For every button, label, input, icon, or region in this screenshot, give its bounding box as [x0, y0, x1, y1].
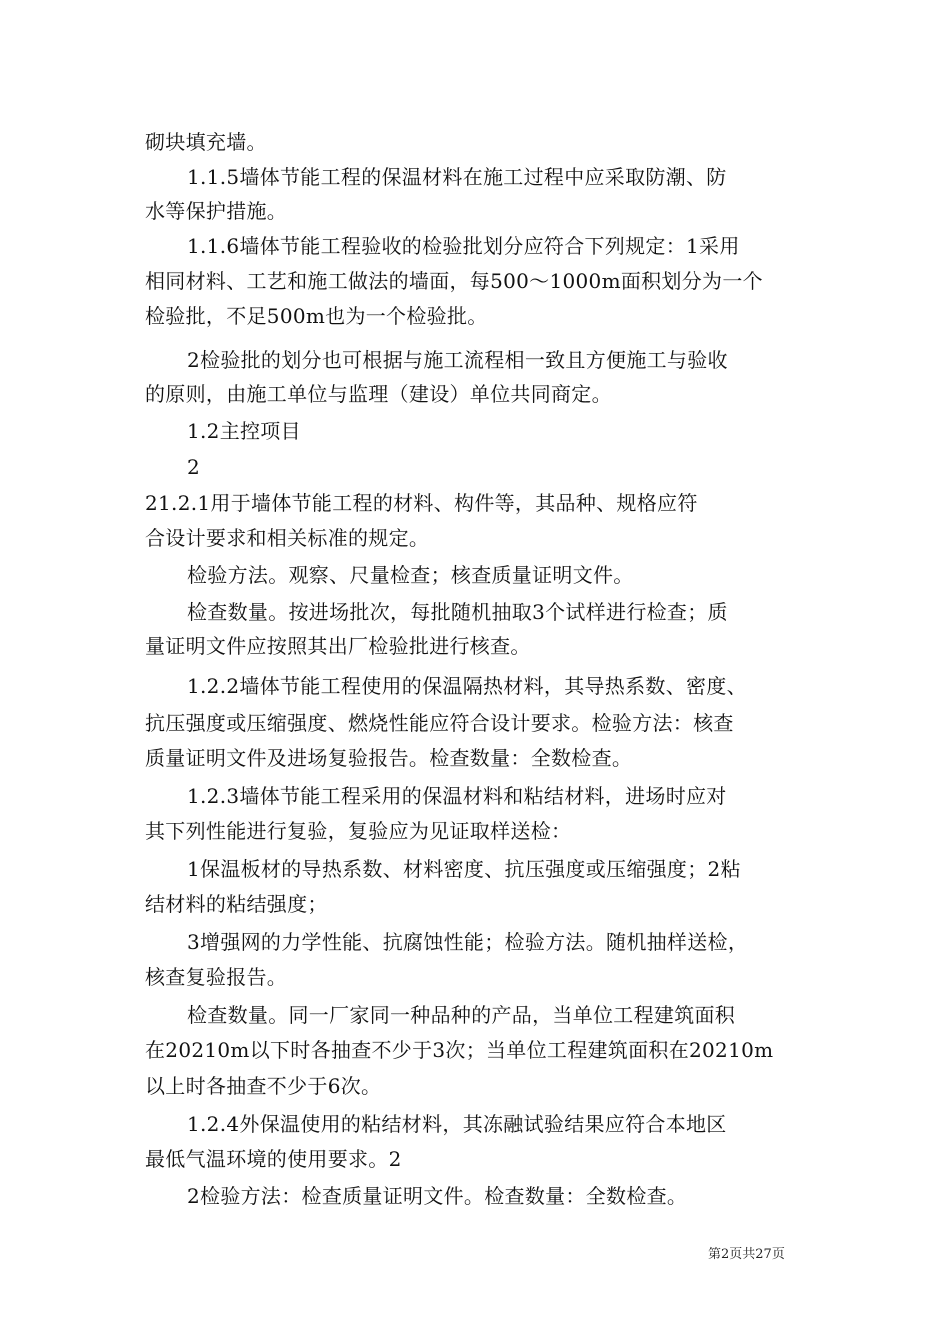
text-line: 合设计要求和相关标准的规定。: [145, 526, 430, 550]
text-line: 检验方法。观察、尺量检查；核查质量证明文件。: [187, 563, 634, 587]
text-line: 2检验方法：检查质量证明文件。检查数量：全数检查。: [187, 1184, 688, 1208]
text-line: 以上时各抽查不少于6次。: [145, 1074, 382, 1098]
text-line: 2检验批的划分也可根据与施工流程相一致且方便施工与验收: [187, 348, 728, 372]
text-line: 水等保护措施。: [145, 199, 288, 223]
text-line: 砌块填充墙。: [145, 130, 267, 154]
text-line: 结材料的粘结强度；: [145, 892, 328, 916]
text-line: 21.2.1用于墙体节能工程的材料、构件等，其品种、规格应符: [145, 491, 698, 515]
text-line: 1.2.2墙体节能工程使用的保温隔热材料，其导热系数、密度、: [187, 674, 747, 698]
text-line: 的原则，由施工单位与监理（建设）单位共同商定。: [145, 382, 612, 406]
text-line: 1.1.6墙体节能工程验收的检验批划分应符合下列规定：1采用: [187, 234, 740, 258]
text-line: 核查复验报告。: [145, 965, 288, 989]
text-line: 1.2.3墙体节能工程采用的保温材料和粘结材料，进场时应对: [187, 784, 727, 808]
text-line: 检查数量。同一厂家同一种品种的产品，当单位工程建筑面积: [187, 1003, 736, 1027]
text-line: 抗压强度或压缩强度、燃烧性能应符合设计要求。检验方法：核查: [145, 711, 734, 735]
text-line: 在20210m以下时各抽查不少于3次；当单位工程建筑面积在20210m: [145, 1038, 774, 1062]
text-line: 量证明文件应按照其出厂检验批进行核查。: [145, 634, 531, 658]
text-line: 其下列性能进行复验，复验应为见证取样送检：: [145, 819, 572, 843]
text-line: 1保温板材的导热系数、材料密度、抗压强度或压缩强度；2粘: [187, 857, 741, 881]
text-line: 质量证明文件及进场复验报告。检查数量：全数检查。: [145, 746, 633, 770]
text-line: 2: [187, 455, 201, 479]
text-line: 检验批，不足500m也为一个检验批。: [145, 304, 488, 328]
text-line: 3增强网的力学性能、抗腐蚀性能；检验方法。随机抽样送检，: [187, 930, 749, 954]
text-line: 相同材料、工艺和施工做法的墙面，每500～1000m面积划分为一个: [145, 269, 763, 293]
text-line: 检查数量。按进场批次，每批随机抽取3个试样进行检查；质: [187, 600, 728, 624]
section-heading: 1.2主控项目: [187, 419, 301, 443]
text-line: 最低气温环境的使用要求。2: [145, 1147, 402, 1171]
text-line: 1.2.4外保温使用的粘结材料，其冻融试验结果应符合本地区: [187, 1112, 727, 1136]
text-line: 1.1.5墙体节能工程的保温材料在施工过程中应采取防潮、防: [187, 165, 727, 189]
page-number-footer: 第2页共27页: [708, 1247, 785, 1262]
